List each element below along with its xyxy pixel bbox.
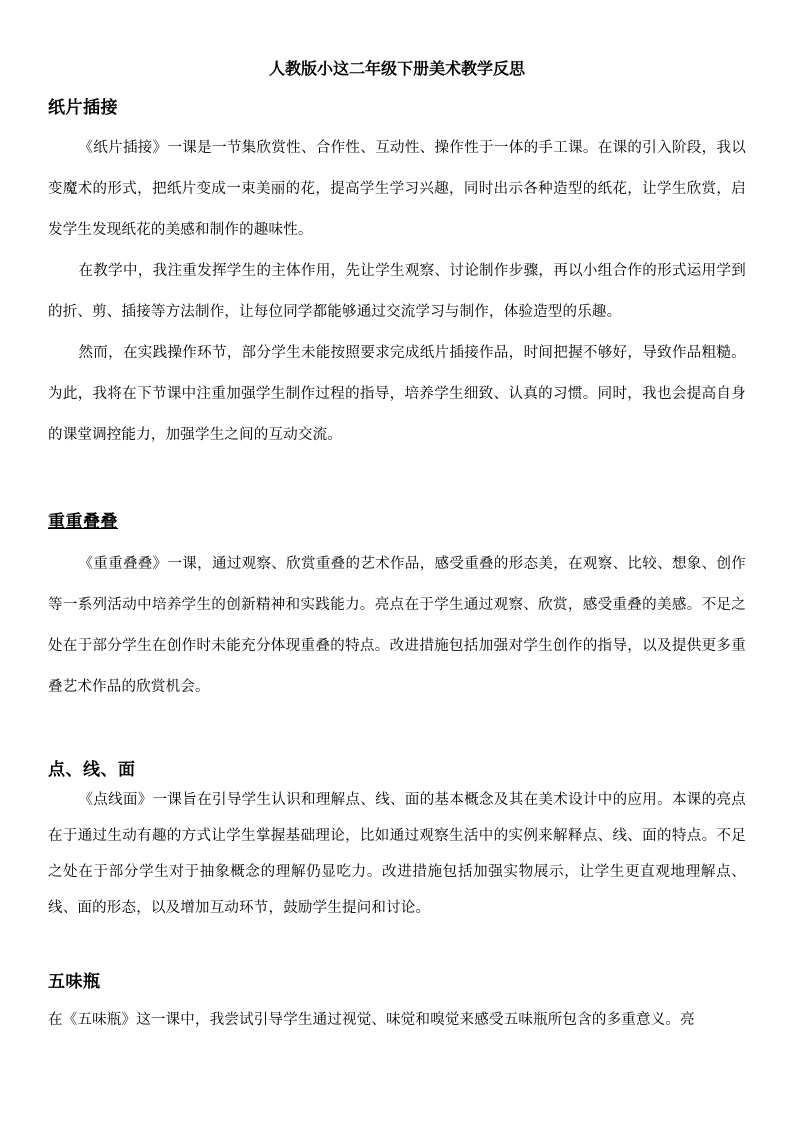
- section-heading: 纸片插接: [48, 98, 118, 118]
- section-overlapping: [48, 510, 746, 708]
- document-title: 人教版小这二年级下册美术教学反思: [268, 59, 525, 78]
- paragraph: 然而，在实践操作环节，部分学生未能按照要求完成纸片插接作品，时间把握不够好，导致作品粗糙。为此，我将在下节课中注重加强学生制作过程的指导，培养学生细致、认真的习惯。同时，我也会提高自身的课堂调控能力，加强学生之间的互动交流。: [48, 345, 746, 443]
- section-heading: 五味瓶: [48, 972, 101, 992]
- paragraph: 在教学中，我注重发挥学生的主体作用，先让学生观察、讨论制作步骤，再以小组合作的形式运用学到的折、剪、插接等方法制作，让每位同学都能够通过交流学习与制作，体验造型的乐趣。: [48, 263, 746, 320]
- paragraph: 《点线面》一课旨在引导学生认识和理解点、线、面的基本概念及其在美术设计中的应用。本课的亮点在于通过生动有趣的方式让学生掌握基础理论，比如通过观察生活中的实例来解释点、线、面的特点。不足之处在于部分学生对于抽象概念的理解仍显吃力。改进措施包括加强实物展示，让学生更直观地理解点、线、面的形态，以及增加互动环节，鼓励学生提问和讨论。: [48, 792, 746, 916]
- section-heading-text: 重重叠叠: [48, 512, 118, 532]
- section-heading: 点、线、面: [48, 760, 136, 780]
- section-heading: [48, 510, 746, 534]
- section-point-line-plane: [48, 758, 746, 926]
- section-paper-insertion: [48, 96, 746, 456]
- paragraph: 《纸片插接》一课是一节集欣赏性、合作性、互动性、操作性于一体的手工课。在课的引入阶段，我以变魔术的形式，把纸片变成一束美丽的花，提高学生学习兴趣，同时出示各种造型的纸花，让学生欣赏，启发学生发现纸花的美感和制作的趣味性。: [48, 140, 746, 238]
- section-five-flavor-bottle: [48, 970, 746, 1041]
- paragraph: 在《五味瓶》这一课中，我尝试引导学生通过视觉、味觉和嗅觉来感受五味瓶所包含的多重意义。亮: [48, 1012, 695, 1028]
- paragraph: 《重重叠叠》一课，通过观察、欣赏重叠的艺术作品，感受重叠的形态美，在观察、比较、想象、创作等一系列活动中培养学生的创新精神和实践能力。亮点在于学生通过观察、欣赏，感受重叠的美感。不足之处在于部分学生在创作时未能充分体现重叠的特点。改进措施包括加强对学生创作的指导，以及提供更多重叠艺术作品的欣赏机会。: [48, 556, 746, 695]
